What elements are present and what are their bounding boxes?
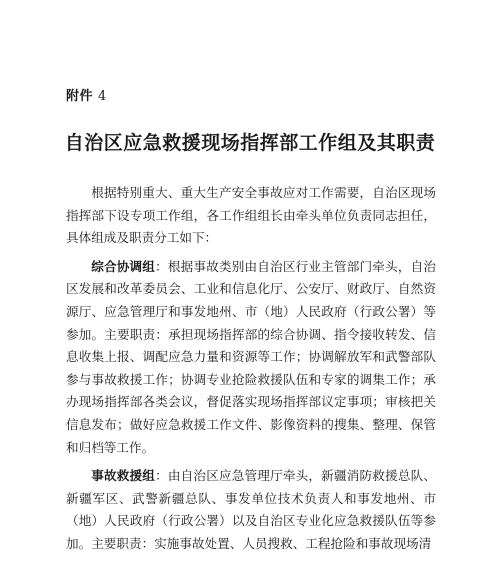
annex-label-text: 附件 — [66, 89, 94, 104]
coordination-group-paragraph — [66, 256, 436, 459]
intro-paragraph: 根据特别重大、重大生产安全事故应对工作需要，自治区现场指挥部下设专项工作组，各工作组组长由牵头单位负责同志担任，具体组成及职责分工如下： — [66, 185, 436, 246]
rescue-group-text: ：由自治区应急管理厅牵头，新疆消防救援总队、新疆军区、武警新疆总队、事发单位技术负责人和事发地州、市（地）人民政府（行政公署）以及自治区专业化应急救援队伍等参加。主要职责：实施事故处置、人员搜救、工程抢险和事故现场清 — [66, 468, 437, 551]
document-title: 自治区应急救援现场指挥部工作组及其职责 — [64, 132, 436, 154]
coordination-group-text: ：根据事故类别由自治区行业主管部门牵头，自治区发展和改革委员会、工业和信息化厅、公安厅、财政厅、自然资源厅、应急管理厅和事发地州、市（地）人民政府（行政公署）等参加。主要职责：承担现场指挥部的综合协调、指令接收转发、信息收集上报、调配应急力量和资源等工作；协调解放军和武警部队参与事故救援工作；协调专业抢险救援队伍和专家的调集工作；承办现场指挥部各类会议，督促落实现场指挥部议定事项；审核把关信息发布；做好应急救援工作文件、影像资料的搜集、整理、保管和归档等工作。 — [66, 258, 437, 455]
document-body — [66, 182, 436, 562]
annex-number: 4 — [98, 89, 107, 104]
rescue-group-heading: 事故救援组 — [91, 468, 156, 484]
rescue-group-paragraph — [66, 465, 436, 555]
annex-label — [66, 85, 107, 104]
coordination-group-heading: 综合协调组 — [91, 258, 156, 274]
